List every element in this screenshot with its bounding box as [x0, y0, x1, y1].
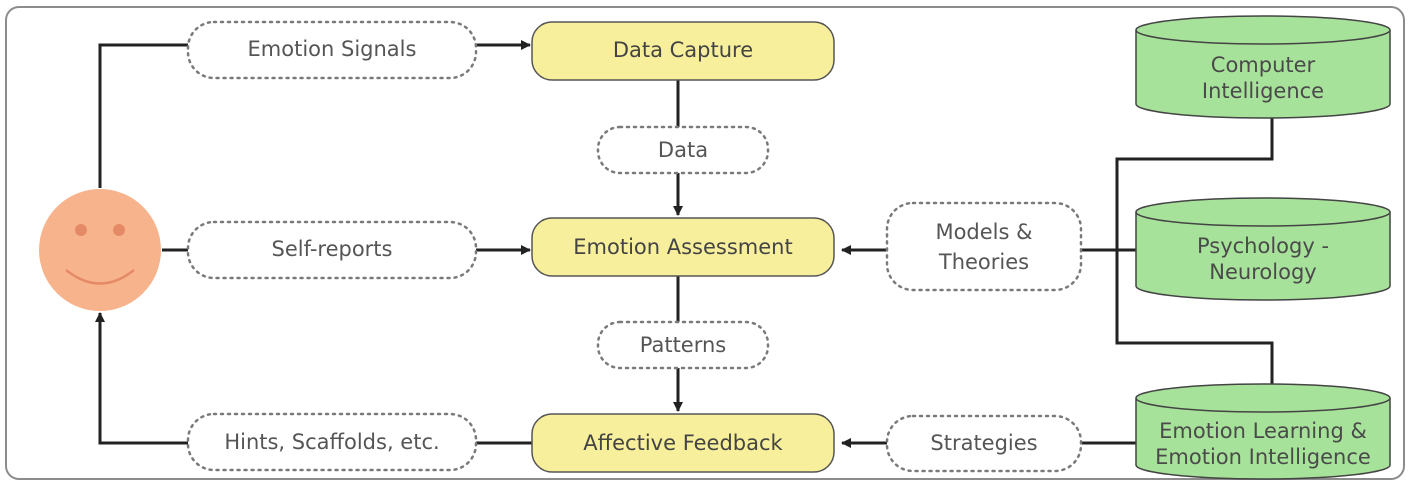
- process-data-capture: [532, 22, 834, 80]
- connector-face-to-emotion-signals: [100, 45, 188, 188]
- database-computer-line1: Computer: [1210, 53, 1316, 77]
- arrow-hints-to-face: [100, 313, 188, 443]
- process-affective-feedback: [532, 414, 834, 472]
- label-hints-scaffolds: [188, 414, 476, 470]
- process-emotion-assessment: [532, 218, 834, 276]
- label-strategies-text: Strategies: [930, 431, 1038, 455]
- label-self-reports-text: Self-reports: [271, 237, 393, 261]
- smiley-face-icon: [39, 189, 161, 311]
- database-psychology-line1: Psychology -: [1196, 234, 1330, 258]
- process-affective-feedback-text: Affective Feedback: [583, 431, 783, 455]
- label-models-theories: [887, 203, 1081, 290]
- label-models-line1: Models &: [935, 220, 1033, 244]
- label-hints-text: Hints, Scaffolds, etc.: [224, 430, 440, 454]
- database-psychology-line2: Neurology: [1209, 260, 1317, 284]
- database-computer-line2: Intelligence: [1201, 79, 1325, 103]
- process-data-capture-text: Data Capture: [612, 38, 754, 62]
- database-emotion-line2: Emotion Intelligence: [1155, 445, 1371, 469]
- database-psychology-neurology: [1136, 198, 1390, 300]
- database-emotion-learning: [1136, 384, 1390, 479]
- label-patterns-text: Patterns: [639, 333, 727, 357]
- label-patterns: [598, 322, 768, 368]
- database-emotion-line1: Emotion Learning &: [1159, 419, 1367, 443]
- database-computer-intelligence: [1136, 16, 1390, 118]
- label-models-line2: Theories: [938, 250, 1030, 274]
- label-data-text: Data: [657, 138, 709, 162]
- process-emotion-assessment-text: Emotion Assessment: [573, 235, 793, 259]
- label-strategies: [887, 416, 1081, 471]
- label-emotion-signals-text: Emotion Signals: [247, 37, 417, 61]
- label-data: [598, 127, 768, 173]
- label-emotion-signals: [188, 22, 476, 78]
- label-self-reports: [188, 222, 476, 278]
